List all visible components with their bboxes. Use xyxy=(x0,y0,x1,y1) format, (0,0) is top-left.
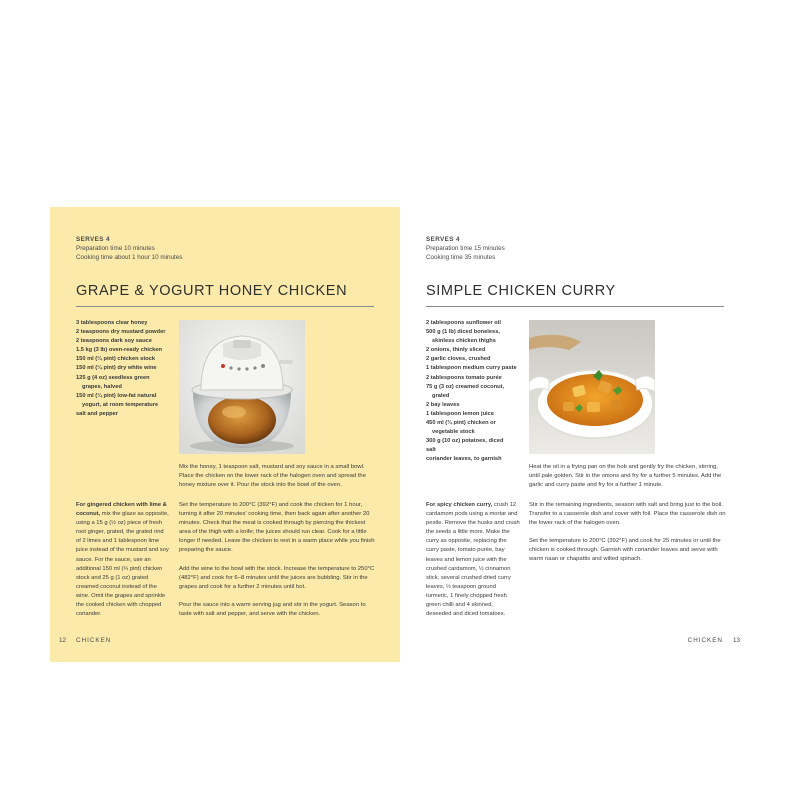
ingredient-item: 1 tablespoon lemon juice xyxy=(426,410,494,417)
ingredient-item: 150 ml (¼ pint) low-fat natural yogurt, at room temperature xyxy=(76,392,159,408)
ingredient-item: 2 tablespoons tomato purée xyxy=(426,374,502,381)
ingredient-item: 2 tablespoons sunflower oil xyxy=(426,320,501,326)
variation-text: mix the glaze as opposite, using a 15 g (½ oz) piece of fresh root ginger, grated, the grated rind of 2 limes and 1 tablespoon lime juice instead of the mustard and soy sauce. For the sauce, use an additional 150 ml (¼ pint) chicken stock and 25 g (1 oz) grated creamed coconut instead of the wine. Omit the grapes and sprinkle the cooked chicken with chopped coriander. xyxy=(76,511,169,618)
recipe-meta xyxy=(426,235,505,263)
title-divider xyxy=(76,306,374,307)
recipe-variation xyxy=(76,501,170,619)
method-steps xyxy=(179,501,376,628)
ingredient-item: 2 teaspoons dark soy sauce xyxy=(76,338,152,345)
recipe-title: GRAPE & YOGURT HONEY CHICKEN xyxy=(76,283,348,299)
ingredient-item: 150 ml (¼ pint) chicken stock xyxy=(76,356,156,363)
ingredient-item: 75 g (3 oz) creamed coconut, grated xyxy=(426,383,505,399)
variation-title: For gingered chicken with lime & coconut, xyxy=(76,502,167,518)
prep-time: Preparation time 15 minutes xyxy=(426,245,505,253)
serves-label: SERVES 4 xyxy=(426,236,460,243)
method-step-1 xyxy=(179,463,376,499)
ingredient-item: 3 tablespoons clear honey xyxy=(76,320,148,326)
section-name: CHICKEN xyxy=(76,637,112,644)
method-paragraph: Pour the sauce into a warm serving jug and stir in the yogurt. Season to taste with salt and pepper, and serve with the chicken. xyxy=(179,601,366,617)
ingredient-item: 300 g (10 oz) potatoes, diced xyxy=(426,438,504,445)
method-paragraph: Set the temperature to 200°C (392°F) and cook for 25 minutes or until the chicken is cooked through. Garnish with coriander leaves and serve with warm naan or chapattis and wilted spinach. xyxy=(529,538,721,563)
page-footer xyxy=(59,637,111,644)
ingredients-list xyxy=(426,319,520,465)
method-paragraph: Heat the oil in a frying pan on the hob and gently fry the chicken, stirring, until pale golden. Stir in the onions and fry for a further 5 minutes. Add the garlic and curry paste and fry for a further 1 minute. xyxy=(529,464,722,489)
ingredient-item: 450 ml (¾ pint) chicken or vegetable stock xyxy=(426,420,496,436)
halogen-oven-chicken-photo xyxy=(179,320,305,454)
method-paragraph: Mix the honey, 1 teaspoon salt, mustard and soy sauce in a small bowl. Place the chicken on the lower rack of the halogen oven and spread the honey mixture over it. Pour the stock into the bowl of the oven. xyxy=(179,464,366,489)
ingredient-item: 2 bay leaves xyxy=(426,401,460,408)
ingredient-item: 2 teaspoons dry mustard powder xyxy=(76,329,166,336)
cook-time: Cooking time 35 minutes xyxy=(426,254,496,262)
left-page xyxy=(50,207,400,662)
ingredient-item: 2 garlic cloves, crushed xyxy=(426,356,491,363)
ingredient-item: salt and pepper xyxy=(76,410,119,417)
method-paragraph: Add the wine to the bowl with the stock. Increase the temperature to 250°C (482°F) and cook for 6–8 minutes until the juices are bubbling. Stir in the grapes and cook for a further 2 minutes until hot. xyxy=(179,565,375,590)
right-page xyxy=(400,207,750,662)
method-steps xyxy=(529,501,726,574)
ingredient-item: 150 ml (¼ pint) dry white wine xyxy=(76,365,157,372)
method-paragraph: Set the temperature to 200°C (392°F) and cook the chicken for 1 hour, turning it after 20 minutes' cooking time, then back again after another 20 minutes. Check that the meat is cooked through by piercing the thickest area of the thigh with a knife; the juices should run clear. Cook for a little longer if needed. Leave the chicken to rest in a warm place while you finish preparing the sauce. xyxy=(179,502,375,554)
ingredient-item: 2 onions, thinly sliced xyxy=(426,347,486,354)
section-name: CHICKEN xyxy=(687,637,723,644)
prep-time: Preparation time 10 minutes xyxy=(76,245,155,253)
ingredient-item: 125 g (4 oz) seedless green grapes, halved xyxy=(76,374,150,390)
variation-title: For spicy chicken curry, xyxy=(426,502,493,508)
variation-text: crush 12 cardamom pods using a mortar and pestle. Remove the husks and crush the seeds a little more. Make the curry as opposite, replacing the curry paste, tomato purée, bay leaves and lemon juice with the crushed cardamom, ½ cinnamon stick, several crushed dried curry leaves, ½ teaspoon ground turmeric, 1 finely chopped fresh green chilli and 4 skinned, deseeded and diced tomatoes. xyxy=(426,502,520,618)
recipe-meta xyxy=(76,235,182,263)
recipe-title: SIMPLE CHICKEN CURRY xyxy=(426,283,616,299)
chicken-curry-photo xyxy=(529,320,655,454)
page-number: 13 xyxy=(732,637,740,644)
ingredient-item: 1.5 kg (3 lb) oven-ready chicken xyxy=(76,347,162,354)
serves-label: SERVES 4 xyxy=(76,236,110,243)
ingredients-list xyxy=(76,319,170,419)
ingredient-item: salt xyxy=(426,447,436,454)
title-divider xyxy=(426,306,724,307)
ingredient-item: 500 g (1 lb) diced boneless, skinless chicken thighs xyxy=(426,329,500,345)
method-step-1 xyxy=(529,463,726,499)
page-number: 12 xyxy=(59,637,67,644)
page-footer xyxy=(688,637,740,644)
recipe-variation xyxy=(426,501,520,619)
method-paragraph: Stir in the remaining ingredients, season with salt and bring just to the boil. Transfer to a casserole dish and cover with foil. Place the casserole dish on the lower rack of the halogen oven. xyxy=(529,502,726,527)
ingredient-item: coriander leaves, to garnish xyxy=(426,456,502,463)
cook-time: Cooking time about 1 hour 10 minutes xyxy=(76,254,183,262)
ingredient-item: 1 tablespoon medium curry paste xyxy=(426,365,517,372)
